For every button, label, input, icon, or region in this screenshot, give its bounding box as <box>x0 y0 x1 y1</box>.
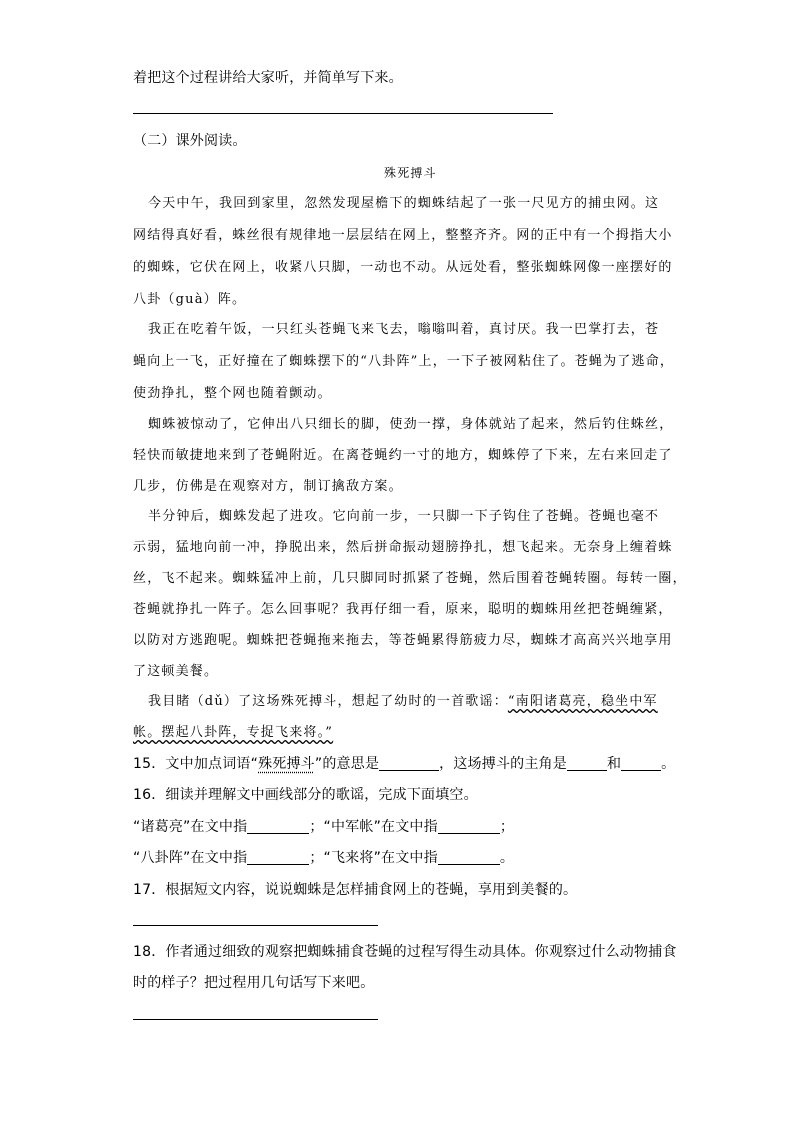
q15-text: ，这场搏斗的主角是 <box>439 756 567 772</box>
section-heading: （二）课外阅读。 <box>133 133 247 149</box>
story-line: 轻快而敏捷地来到了苍蝇附近。在离苍蝇约一寸的地方，蜘蛛停了下来，左右来回走了 <box>133 448 673 463</box>
answer-line[interactable] <box>133 925 378 926</box>
answer-blank[interactable] <box>247 819 309 834</box>
story-title: 殊死搏斗 <box>384 166 437 180</box>
q15-text: 和 <box>606 756 622 772</box>
answer-blank[interactable] <box>379 756 439 771</box>
story-line: 的蜘蛛，它伏在网上，收紧八只脚，一动也不动。从远处看，整张蜘蛛网像一座摆好的 <box>133 260 673 275</box>
story-line: 半分钟后，蜘蛛发起了进攻。它向前一步，一只脚一下子钩住了苍蝇。苍蝇也毫不 <box>148 509 660 524</box>
answer-blank[interactable] <box>438 850 500 865</box>
story-line: 网结得真好看，蛛丝很有规律地一层层结在网上，整整齐齐。网的正中有一个拇指大小 <box>133 228 673 243</box>
story-line: 今天中午，我回到家里，忽然发现屋檐下的蜘蛛结起了一张一尺见方的捕虫网。这 <box>148 196 660 211</box>
story-line: 苍蝇就挣扎一阵子。怎么回事呢？我再仔细一看，原来，聪明的蜘蛛用丝把苍蝇缠紧， <box>133 602 673 617</box>
story-line: 示弱，猛地向前一冲，挣脱出来，然后拼命振动翅膀挣扎，想飞起来。无奈身上缠着蛛 <box>133 540 673 555</box>
story-line: 以防对方逃跑呢。蜘蛛把苍蝇拖来拖去，等苍蝇累得筋疲力尽，蜘蛛才高高兴兴地享用 <box>133 633 673 648</box>
story-line <box>133 721 333 740</box>
q16-text: ；“飞来将”在文中指 <box>309 850 438 866</box>
q16-text: “诸葛亮”在文中指 <box>133 819 248 835</box>
story-text: 我目睹（dǔ）了这场殊死搏斗，想起了幼时的一首歌谣： <box>148 694 508 709</box>
answer-line[interactable] <box>133 1019 378 1020</box>
story-line: 丝，飞不起来。蜘蛛猛冲上前，几只脚同时抓紧了苍蝇，然后围着苍蝇转圈。每转一圈， <box>133 571 687 586</box>
story-line: 蜘蛛被惊动了，它伸出八只细长的脚，使劲一撑，身体就站了起来，然后钓住蛛丝， <box>148 417 674 432</box>
q15-text: ”的意思是 <box>314 756 380 772</box>
q15-text: 。 <box>661 756 676 772</box>
answer-blank[interactable] <box>621 756 661 771</box>
story-line: 八卦（guà）阵。 <box>133 292 247 307</box>
question-17: 17．根据短文内容，说说蜘蛛是怎样捕食网上的苍蝇，享用到美餐的。 <box>133 882 578 898</box>
q16-text: ；“中军帐”在文中指 <box>309 819 438 835</box>
story-line: 使劲挣扎，整个网也随着颤动。 <box>133 386 332 401</box>
story-line <box>148 690 658 709</box>
q15-term: 殊死搏斗 <box>258 756 315 772</box>
song-text: 帐。摆起八卦阵，专捉飞来将。” <box>133 725 334 740</box>
answer-blank[interactable] <box>247 850 309 865</box>
question-18: 时的样子？把过程用几句话写下来吧。 <box>133 975 375 991</box>
question-16-row <box>133 847 514 867</box>
question-16-row <box>133 816 514 836</box>
story-line: 了这顿美餐。 <box>133 664 219 679</box>
q16-text: “八卦阵”在文中指 <box>133 850 248 866</box>
answer-blank[interactable] <box>438 819 500 834</box>
question-16: 16．细读并理解文中画线部分的歌谣，完成下面填空。 <box>133 787 478 803</box>
q15-text: 15．文中加点词语“ <box>133 756 259 772</box>
q16-text: 。 <box>499 850 515 866</box>
question-15 <box>133 753 675 773</box>
q16-text: ； <box>499 819 515 835</box>
answer-line <box>133 113 553 114</box>
question-18: 18．作者通过细致的观察把蜘蛛捕食苍蝇的过程写得生动具体。你观察过什么动物捕食 <box>133 944 677 960</box>
top-line-text: 着把这个过程讲给大家听，并简单写下来。 <box>133 70 403 86</box>
song-text: “南阳诸葛亮，稳坐中军 <box>507 694 658 709</box>
story-line: 蝇向上一飞，正好撞在了蜘蛛摆下的“八卦阵”上，一下子被网粘住了。苍蝇为了逃命， <box>133 354 675 369</box>
story-line: 我正在吃着午饭，一只红头苍蝇飞来飞去，嗡嗡叫着，真讨厌。我一巴掌打去，苍 <box>148 322 660 337</box>
answer-blank[interactable] <box>567 756 607 771</box>
story-line: 几步，仿佛是在观察对方，制订擒敌方案。 <box>133 479 403 494</box>
